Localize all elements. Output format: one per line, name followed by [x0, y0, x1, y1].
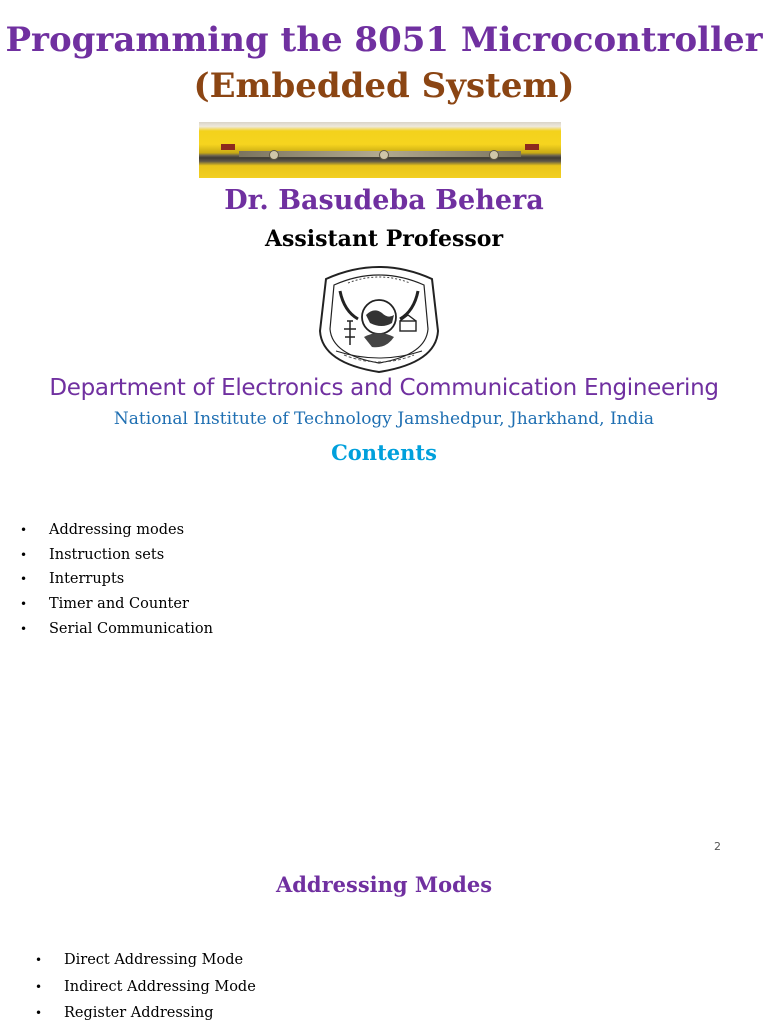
bullet-icon: •	[20, 597, 28, 612]
slide-title-line-1: Programming the 8051 Microcontroller	[5, 20, 763, 60]
list-item	[0, 948, 256, 975]
institute-logo-icon	[314, 259, 444, 374]
slide-title-line-2: (Embedded System)	[193, 66, 575, 106]
list-item	[0, 975, 256, 1002]
bullet-icon: •	[35, 953, 43, 967]
list-item	[0, 1001, 256, 1028]
contents-heading: Contents	[331, 440, 437, 465]
addressing-modes-heading: Addressing Modes	[275, 872, 493, 897]
institute-name: National Institute of Technology Jamshedpur, Jharkhand, India	[113, 409, 655, 429]
list-item-label: Serial Communication	[49, 620, 213, 637]
list-item	[0, 567, 213, 592]
bullet-icon: •	[20, 547, 28, 562]
list-item-label: Indirect Addressing Mode	[64, 978, 256, 995]
list-item-label: Direct Addressing Mode	[64, 952, 244, 968]
list-item	[0, 543, 213, 568]
list-item-label: Register Addressing	[64, 1005, 214, 1022]
list-item	[0, 592, 213, 617]
bullet-icon: •	[20, 621, 28, 636]
bullet-icon: •	[35, 1006, 43, 1021]
author-name: Dr. Basudeba Behera	[224, 185, 544, 216]
contents-list	[0, 518, 213, 641]
addressing-modes-list	[0, 948, 256, 1028]
list-item-label: Timer and Counter	[49, 596, 189, 613]
list-item-label: Instruction sets	[49, 546, 165, 563]
bullet-icon: •	[20, 523, 28, 537]
department-name: Department of Electronics and Communication Engineering	[49, 375, 719, 401]
page-number: 2	[714, 840, 721, 853]
list-item-label: Addressing modes	[49, 522, 185, 538]
author-position: Assistant Professor	[264, 226, 504, 252]
list-item	[0, 518, 213, 543]
bullet-icon: •	[35, 979, 43, 994]
bullet-icon: •	[20, 572, 28, 587]
list-item-label: Interrupts	[49, 571, 125, 588]
list-item	[0, 617, 213, 642]
microcontroller-board-photo	[199, 122, 561, 178]
